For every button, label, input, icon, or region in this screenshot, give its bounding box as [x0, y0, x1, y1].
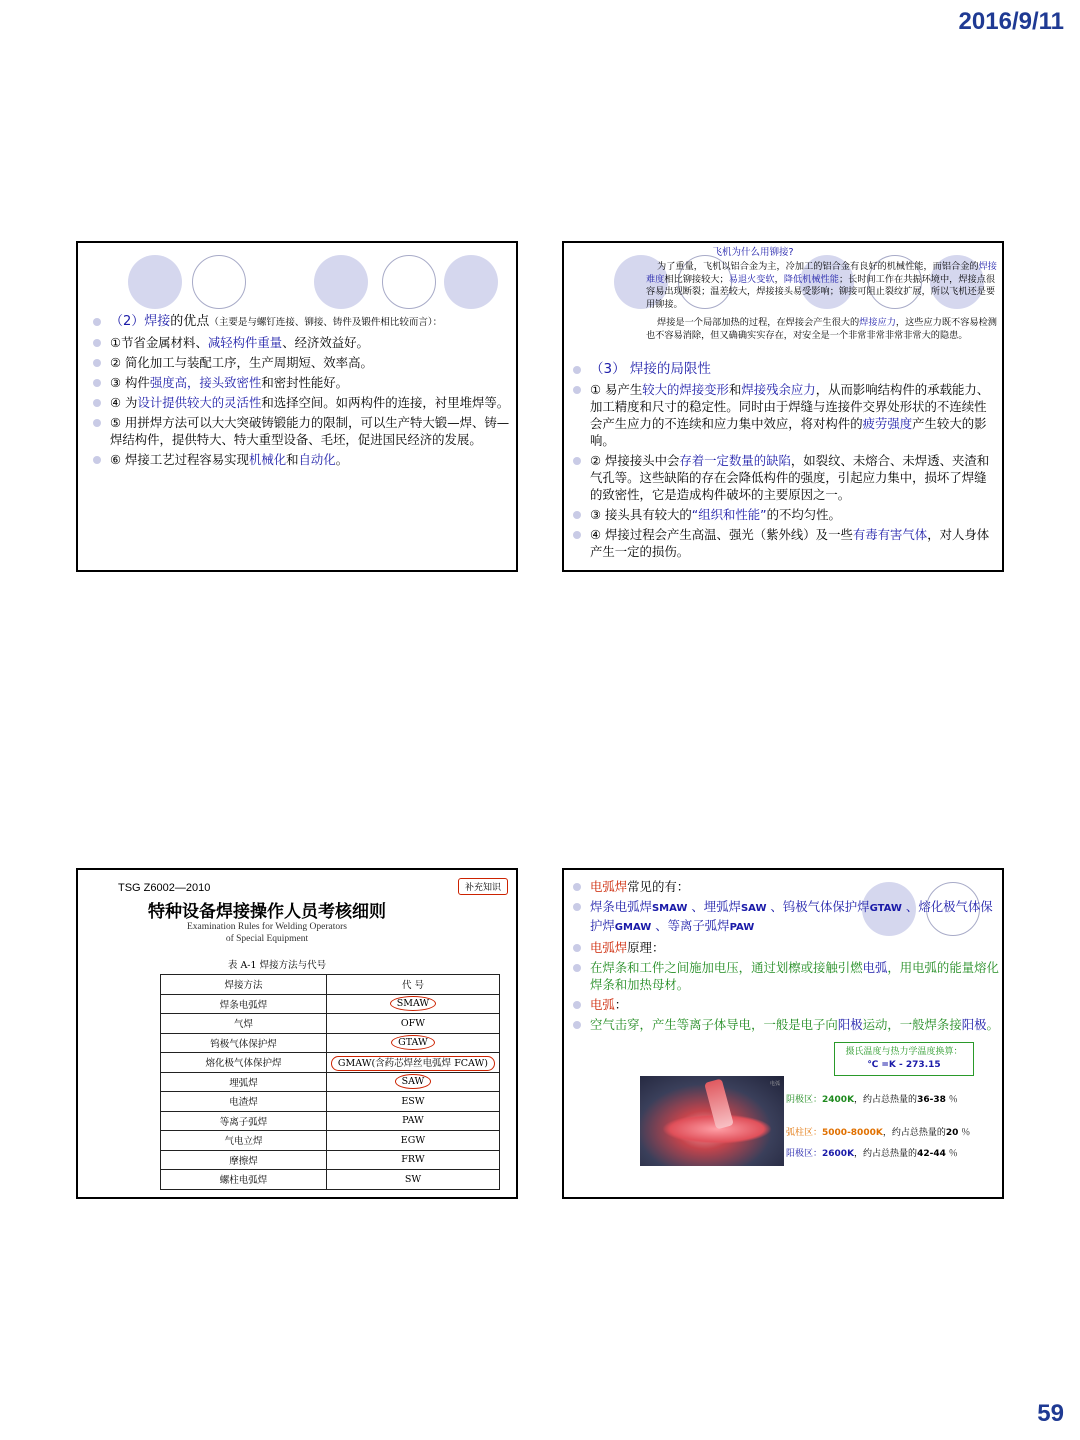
- anode-zone: 阳极区：2600K，约占总热量的42-44 ％: [786, 1149, 958, 1159]
- list-item: （2）焊接的优点（主要是与螺钉连接、铆接、铸件及锻件相比较而言）：: [92, 313, 512, 331]
- header-cell: 焊接方法: [161, 975, 327, 995]
- method-cell: 摩擦焊: [161, 1150, 327, 1170]
- code-cell: [326, 994, 499, 1014]
- table-row: [161, 1053, 500, 1073]
- list-item: 焊条电弧焊SMAW 、埋弧焊SAW 、钨极气体保护焊GTAW 、熔化极气体保护焊GMAW 、等离子弧焊PAW: [572, 898, 1002, 936]
- method-cell: 焊条电弧焊: [161, 994, 327, 1014]
- method-cell: 电渣焊: [161, 1092, 327, 1112]
- method-cell: 螺柱电弧焊: [161, 1170, 327, 1190]
- circled-code: GTAW: [391, 1035, 435, 1050]
- code-cell: FRW: [326, 1150, 499, 1170]
- circled-code: GMAW(含药芯焊丝电弧焊 FCAW): [331, 1056, 495, 1071]
- code-cell: [326, 1033, 499, 1053]
- method-cell: 钨极气体保护焊: [161, 1033, 327, 1053]
- list-item: ③ 接头具有较大的“组织和性能”的不均匀性。: [572, 506, 998, 523]
- limitations-list: [572, 361, 998, 563]
- code-cell: [326, 1053, 499, 1073]
- page-number: 59: [1037, 1400, 1064, 1427]
- list-item: ④ 为设计提供较大的灵活性和选择空间。如两构件的连接，衬里堆焊等。: [92, 394, 512, 411]
- header-cell: 代 号: [326, 975, 499, 995]
- supplement-tag: 补充知识: [458, 878, 508, 895]
- temperature-conversion-box: 摄氏温度与热力学温度换算： ℃ =K - 273.15: [834, 1042, 974, 1076]
- decor-circle: [192, 255, 246, 309]
- code-cell: EGW: [326, 1131, 499, 1151]
- list-item: ② 焊接接头中会存着一定数量的缺陷，如裂纹、未熔合、未焊透、夹渣和气孔等。这些缺陷的存在会降低构件的强度，引起应力集中，损坏了焊缝的致密性，它是造成构件破坏的主要原因之一。: [572, 452, 998, 503]
- document-title: 特种设备焊接操作人员考核细则: [148, 902, 386, 922]
- welding-arc-photo: [640, 1076, 784, 1166]
- photo-label: 电弧: [769, 1081, 780, 1087]
- circled-code: SMAW: [390, 996, 436, 1011]
- slide-welding-advantages: [76, 241, 518, 572]
- list-item: 电弧：: [572, 996, 1002, 1013]
- circled-code: SAW: [395, 1074, 432, 1089]
- advantages-list: [92, 313, 512, 471]
- method-cell: 等离子弧焊: [161, 1111, 327, 1131]
- code-cell: ESW: [326, 1092, 499, 1112]
- cathode-zone: 阴极区：2400K，约占总热量的36-38 ％: [786, 1095, 958, 1105]
- list-item: ③ 构件强度高，接头致密性和密封性能好。: [92, 374, 512, 391]
- method-cell: 气焊: [161, 1014, 327, 1034]
- decor-circle: [314, 255, 368, 309]
- decor-circle: [444, 255, 498, 309]
- table-row: [161, 1033, 500, 1053]
- document-subtitle: Examination Rules for Welding Operators of Special Equipment: [187, 922, 347, 944]
- list-item: ⑥ 焊接工艺过程容易实现机械化和自动化。: [92, 451, 512, 468]
- method-cell: 熔化极气体保护焊: [161, 1053, 327, 1073]
- code-cell: OFW: [326, 1014, 499, 1034]
- code-cell: [326, 1072, 499, 1092]
- code-cell: SW: [326, 1170, 499, 1190]
- list-item: 空气击穿，产生等离子体导电，一般是电子向阳极运动，一般焊条接阳极。: [572, 1016, 1002, 1033]
- table-row: [161, 1072, 500, 1092]
- table-header-row: [161, 975, 500, 995]
- list-item: ① 易产生较大的焊接变形和焊接残余应力，从而影响结构件的承载能力、加工精度和尺寸的稳定性。同时由于焊缝与连接件交界处形状的不连续性会产生应力的不连续和应力集中效应，将对构件的疲劳强度产生较大的影响。: [572, 381, 998, 449]
- list-item: 电弧焊原理：: [572, 939, 1002, 956]
- rivet-explanation: 为了重量，飞机以铝合金为主，冷加工的铝合金有良好的机械性能，而铝合金的焊接难度相比铆接较大；易退火变软，降低机械性能；长时间工作在共振环境中，焊接点很容易出现断裂；温差较大，焊接接头易受影响；铆接可阻止裂纹扩展，所以飞机还是要用铆接。: [646, 261, 997, 310]
- code-cell: PAW: [326, 1111, 499, 1131]
- rivet-question: 飞机为什么用铆接?: [712, 247, 794, 258]
- list-item: ①节省金属材料、减轻构件重量、经济效益好。: [92, 334, 512, 351]
- table-row: [161, 994, 500, 1014]
- slide-welding-methods-table: [76, 868, 518, 1199]
- list-item: ④ 焊接过程会产生高温、强光（紫外线）及一些有毒有害气体，对人身体产生一定的损伤。: [572, 526, 998, 560]
- welding-methods-table: [160, 974, 500, 1190]
- slide-welding-limitations: [562, 241, 1004, 572]
- table-row: [161, 1092, 500, 1112]
- method-cell: 埋弧焊: [161, 1072, 327, 1092]
- table-row: [161, 1111, 500, 1131]
- standard-number: TSG Z6002—2010: [118, 882, 211, 894]
- list-item: ⑤ 用拼焊方法可以大大突破铸锻能力的限制，可以生产特大锻—焊、铸—焊结构件，提供特大、特大重型设备、毛坯，促进国民经济的发展。: [92, 414, 512, 448]
- table-row: [161, 1150, 500, 1170]
- stress-explanation: 焊接是一个局部加热的过程，在焊接会产生很大的焊接应力，这些应力既不容易检测也不容易消除，但又确确实实存在，对安全是一个非常非常非常非常大的隐患。: [646, 317, 997, 341]
- list-item: （3） 焊接的局限性: [572, 361, 998, 378]
- table-caption: 表 A-1 焊接方法与代号: [227, 960, 327, 971]
- list-item: ② 简化加工与装配工序，生产周期短、效率高。: [92, 354, 512, 371]
- table-row: [161, 1131, 500, 1151]
- decor-circle: [382, 255, 436, 309]
- slide-arc-welding: [562, 868, 1004, 1199]
- arc-column-zone: 弧柱区：5000-8000K，约占总热量的20 ％: [786, 1128, 971, 1138]
- table-row: [161, 1014, 500, 1034]
- list-item: 在焊条和工件之间施加电压，通过划檫或接触引燃电弧，用电弧的能量熔化焊条和加热母材。: [572, 959, 1002, 993]
- page-date: 2016/9/11: [958, 8, 1064, 35]
- decor-circle: [128, 255, 182, 309]
- table-row: [161, 1170, 500, 1190]
- arc-welding-list: [572, 878, 1002, 1036]
- method-cell: 气电立焊: [161, 1131, 327, 1151]
- list-item: 电弧焊常见的有：: [572, 878, 1002, 895]
